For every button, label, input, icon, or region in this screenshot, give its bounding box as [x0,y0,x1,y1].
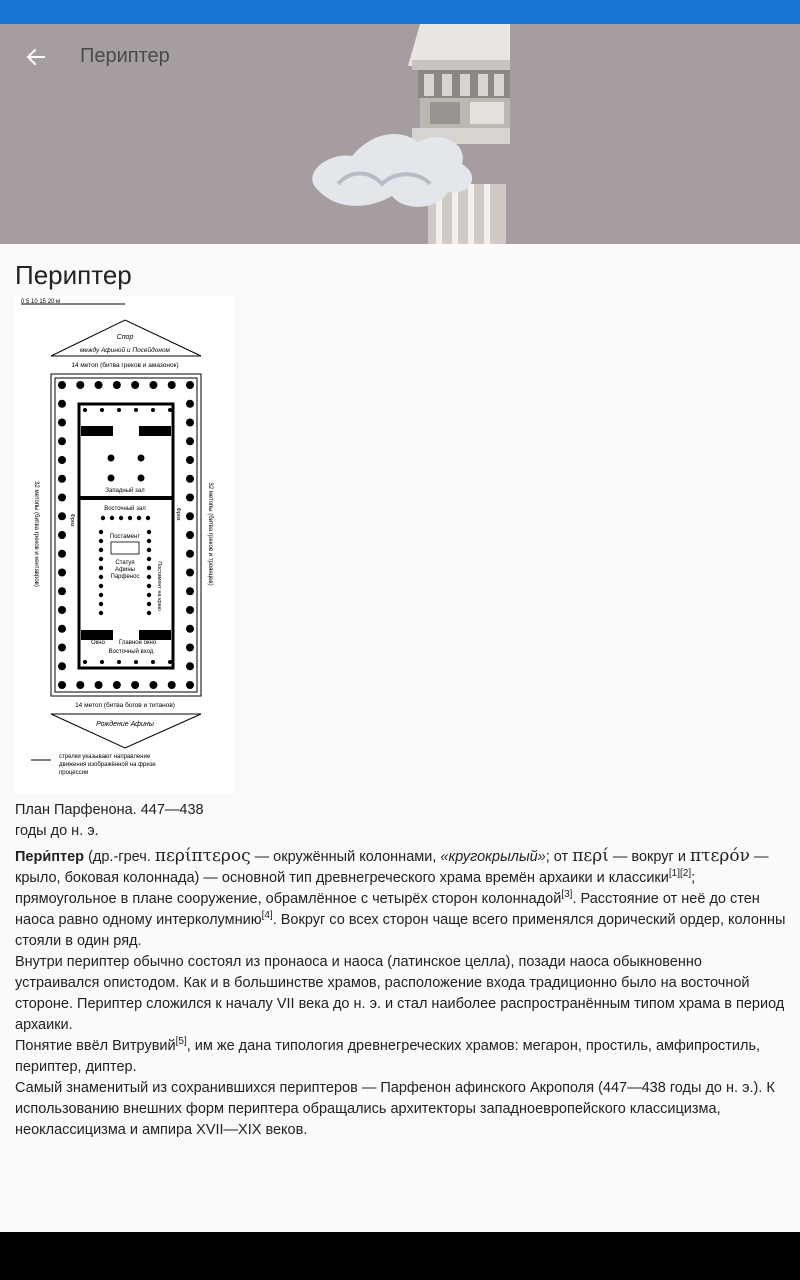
column-dot [99,611,103,615]
column-dot [58,437,66,445]
column-dot [83,408,87,412]
reference-link-5[interactable]: [5] [175,1036,187,1048]
plan-label-galleries: Постамент на краю [156,561,162,611]
article-content [15,244,790,1141]
paragraph-2: Внутри периптер обычно состоял из пронаоса и наоса (латинское целла), позади наоса обыкновенно устраивался опистодом. Как и в большинстве храмов, расположение входа традиционно было на восточной стороне. Периптер сложился к началу VII века до н. э. и стал наиболее распространённым типом храма в период архаики. [15,954,785,1033]
reference-link-1-2[interactable]: [1][2] [668,868,692,880]
column-dot [149,681,157,689]
column-dot [147,593,151,597]
plan-label-statue-3: Парфенос [110,574,140,580]
column-dot [99,602,103,606]
appbar-title: Периптер [80,45,170,67]
plan-legend-3: процессии [59,770,89,776]
column-dot [76,681,84,689]
plan-label-statue-1: Статуя [115,560,135,566]
column-dot [186,681,194,689]
column-dot [128,516,132,520]
column-dot [186,569,194,577]
column-dot [119,516,123,520]
column-dot [99,557,103,561]
arrow-back-icon [26,47,46,67]
plan-label-frieze-left: Фриз [69,513,75,527]
column-dot [131,681,139,689]
plan-label-west-hall: Западный зал [105,488,145,494]
column-dot [186,606,194,614]
column-dot [95,381,103,389]
column-dot [58,681,66,689]
plan-label-statue-2: Афины [115,567,135,573]
column-dot [58,569,66,577]
column-dot [186,512,194,520]
column-dot [101,516,105,520]
column-dot [146,516,150,520]
column-dot [100,408,104,412]
plan-label-west-metopes: 14 метоп (битва греков и амазонок) [71,362,179,369]
column-dot [168,660,172,664]
column-dot [58,587,66,595]
plan-label-south-metopes: 32 метопы (битва греков и троянцев) [207,482,213,586]
column-dot [95,681,103,689]
column-dot [58,625,66,633]
column-dot [137,516,141,520]
column-dot [99,548,103,552]
column-dot [186,456,194,464]
column-dot [168,408,172,412]
column-dot [151,408,155,412]
column-dot [117,408,121,412]
plan-legend-2: движения изображённой на фризе [59,762,156,768]
column-dot [149,381,157,389]
column-dot [186,437,194,445]
column-dot [99,593,103,597]
plan-label-east-pediment: Рождение Афины [96,721,154,728]
navigation-bar [0,1232,800,1280]
column-dot [131,381,139,389]
column-dot [147,602,151,606]
column-dot [186,625,194,633]
column-dot [113,681,121,689]
column-dot [58,644,66,652]
column-dot [58,400,66,408]
column-dot [186,400,194,408]
column-dot [100,660,104,664]
column-dot [58,550,66,558]
column-dot [58,531,66,539]
column-dot [58,606,66,614]
column-dot [99,584,103,588]
reference-link-4[interactable]: [4] [261,910,273,922]
column-dot [168,681,176,689]
greek-word-2: περί [572,846,609,866]
column-dot [110,516,114,520]
column-dot [186,419,194,427]
column-dot [147,539,151,543]
article-title: Периптер [15,260,132,290]
column-dot [147,566,151,570]
column-dot [147,575,151,579]
plan-label-main-window: Главное окно [119,640,157,646]
plan-legend-1: стрелки указывают направление [59,754,151,760]
column-dot [186,531,194,539]
column-dot [147,584,151,588]
column-dot [58,662,66,670]
plan-label-west-pediment-2: между Афиной и Посейдоном [79,347,171,354]
column-dot [58,381,66,389]
column-dot [99,566,103,570]
plan-label-window: Окно [91,640,105,646]
greek-word-3: πτερόν [689,846,750,866]
plan-label-frieze-right: Фриз [175,507,181,521]
column-dot [83,660,87,664]
column-dot [147,611,151,615]
parthenon-plan-image[interactable] [15,296,235,794]
italic-translation: «кругокрылый» [440,849,546,865]
column-dot [186,550,194,558]
plan-label-east-metopes: 14 метоп (битва богов и титанов) [75,702,175,709]
paragraph-3: Понятие ввёл Витрувий[5], им же дана типология древнегреческих храмов: мегарон, простиль, амфипростиль, периптер, диптер. [15,1036,761,1075]
column-dot [186,475,194,483]
plan-label-east-hall: Восточный зал [104,506,146,512]
column-dot [58,456,66,464]
parthenon-plan-drawing [15,296,235,794]
column-dot [99,539,103,543]
plan-label-east-entrance: Восточный вход [108,649,154,655]
column-dot [99,575,103,579]
column-dot [168,381,176,389]
column-dot [76,381,84,389]
paragraph-4: Самый знаменитый из сохранившихся периптеров — Парфенон афинского Акрополя (447—438 годы до н. э.). К использованию внешних форм периптера обращались архитекторы западноевропейского классицизма, неоклассицизма и ампира XVII—XIX веков. [15,1080,775,1138]
status-bar [0,0,800,24]
reference-link-3[interactable]: [3] [561,889,573,901]
column-dot [113,381,121,389]
plan-scale: 0 5 10 15 20 м [21,299,61,305]
column-dot [58,494,66,502]
column-dot [186,587,194,595]
column-dot [147,557,151,561]
plan-label-north-metopes: 32 метопы (битва греков и кентавров) [33,481,39,587]
column-dot [186,381,194,389]
back-button[interactable] [16,40,56,74]
column-dot [58,419,66,427]
column-dot [147,530,151,534]
header-banner [0,24,800,244]
column-dot [58,512,66,520]
column-dot [186,662,194,670]
column-dot [99,530,103,534]
column-dot [117,660,121,664]
column-dot [147,548,151,552]
term-bold: Пери́птер [15,849,85,865]
column-dot [186,644,194,652]
column-dot [58,475,66,483]
column-dot [134,408,138,412]
column-dot [134,660,138,664]
column-dot [151,660,155,664]
plan-label-pedestal: Постамент [109,534,141,540]
plan-label-west-pediment-1: Спор [116,334,134,341]
column-dot [186,494,194,502]
paragraph-1: Пери́птер (др.-греч. περίπτερος — окружённый колоннами, «кругокрылый»; от περί — вокруг и πτερόν — крыло, боковая колоннада) — основной тип древнегреческого храма времён архаики и классики[1][2]; прямоугольное в плане сооружение, обрамлённое с четырёх сторон колоннадой[3]. Расстояние от неё до стен наоса равно одному интерколумнию[4]. Вокруг со всех сторон чаще всего применялся дорический ордер, колонны стояли в один ряд. [15,846,786,949]
image-caption: План Парфенона. 447—438 годы до н. э. [15,802,204,839]
greek-word-1: περίπτερος [154,846,251,866]
